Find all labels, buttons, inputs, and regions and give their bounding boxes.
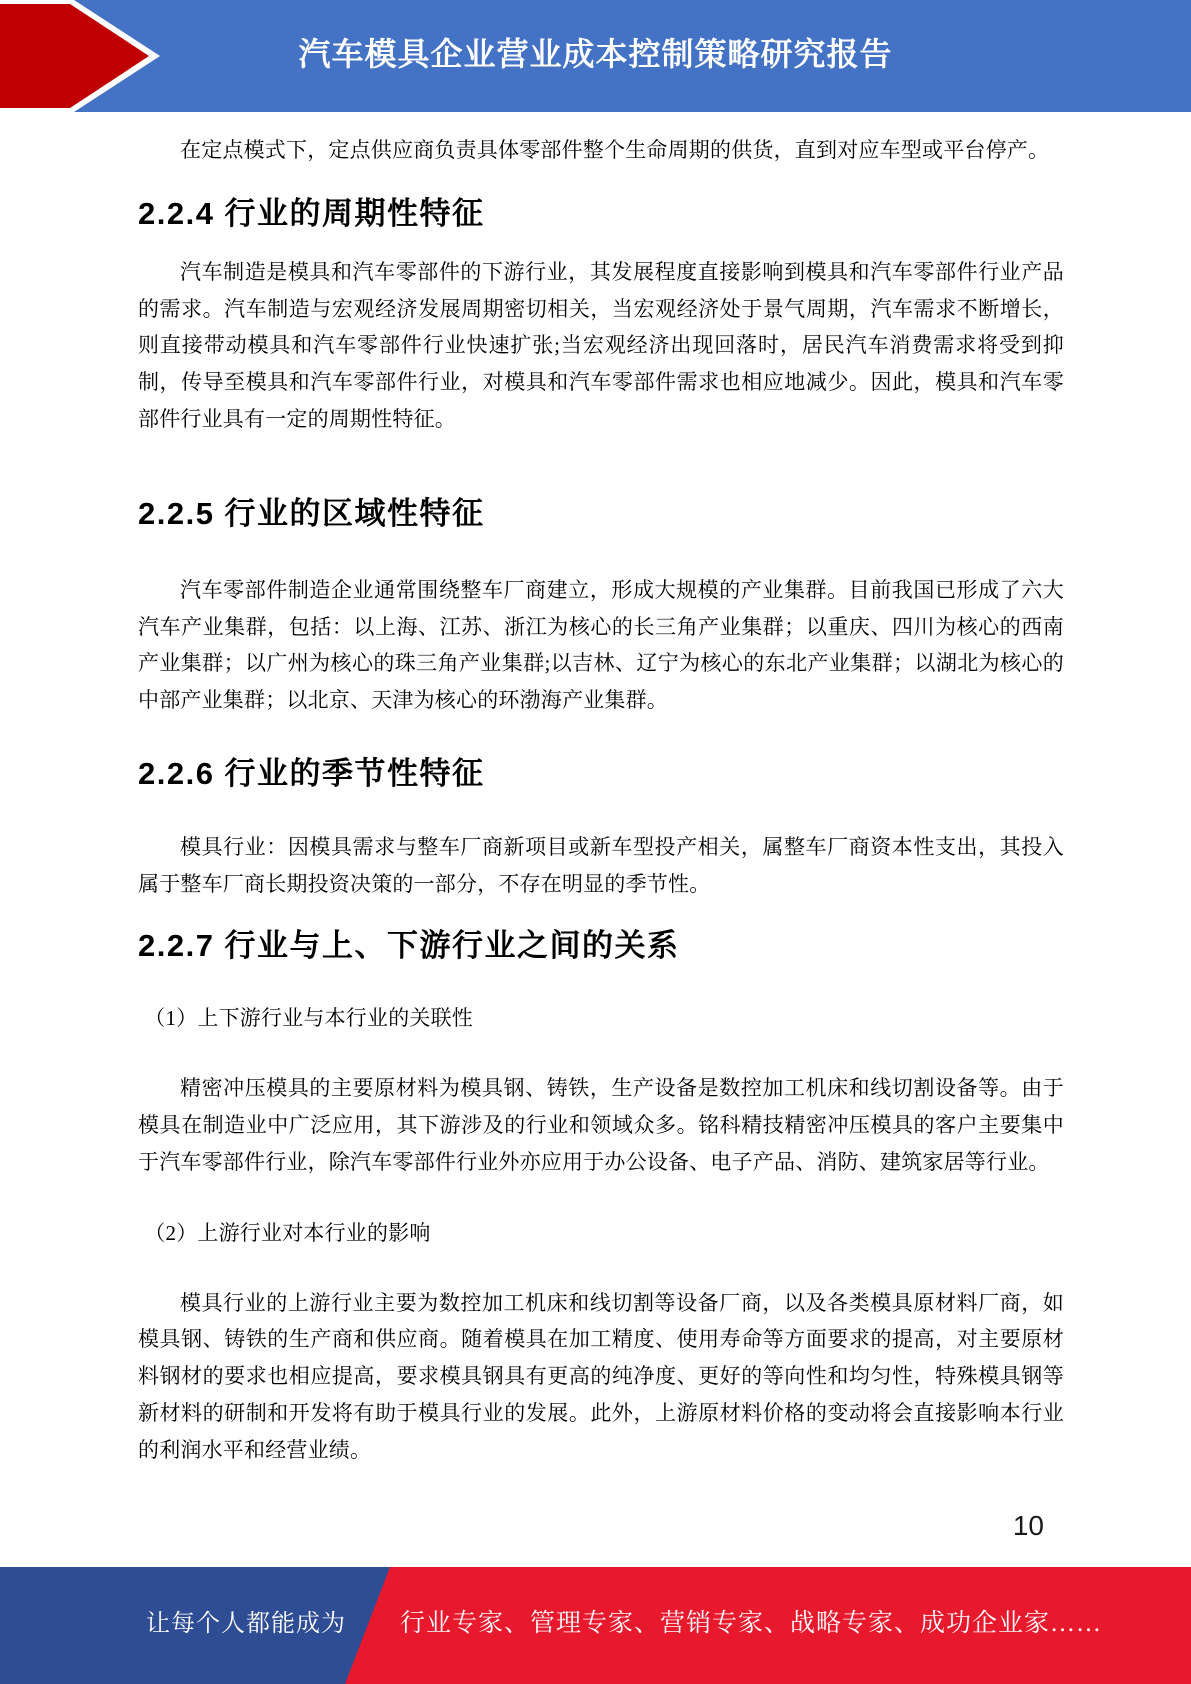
- subsection-paragraph-2: 模具行业的上游行业主要为数控加工机床和线切割等设备厂商，以及各类模具原材料厂商，如模具钢、铸铁的生产商和供应商。随着模具在加工精度、使用寿命等方面要求的提高，对主要原材料钢材的要求也相应提高，要求模具钢具有更高的纯净度、更好的等向性和均匀性，特殊模具钢等新材料的研制和开发将有助于模具行业的发展。此外，上游原材料价格的变动将会直接影响本行业的利润水平和经营业绩。: [138, 1290, 1064, 1462]
- section-paragraph-2-2-5: 汽车零部件制造企业通常围绕整车厂商建立，形成大规模的产业集群。目前我国已形成了六大汽车产业集群，包括：以上海、江苏、浙江为核心的长三角产业集群；以重庆、四川为核心的西南产业集群；以广州为核心的珠三角产业集群;以吉林、辽宁为核心的东北产业集群；以湖北为核心的中部产业集群；以北京、天津为核心的环渤海产业集群。: [138, 577, 1064, 713]
- footer-slogan-right: 行业专家、管理专家、营销专家、战略专家、成功企业家……: [400, 1610, 1103, 1637]
- footer-banner: [0, 1567, 1191, 1684]
- section-heading-2-2-6: 2.2.6 行业的季节性特征: [138, 755, 485, 791]
- section-paragraph-2-2-6: 模具行业：因模具需求与整车厂商新项目或新车型投产相关，属整车厂商资本性支出，其投入属于整车厂商长期投资决策的一部分，不存在明显的季节性。: [138, 834, 1064, 896]
- page-title: 汽车模具企业营业成本控制策略研究报告: [298, 36, 893, 72]
- section-heading-2-2-7: 2.2.7 行业与上、下游行业之间的关系: [138, 927, 680, 963]
- section-paragraph-2-2-4: 汽车制造是模具和汽车零部件的下游行业，其发展程度直接影响到模具和汽车零部件行业产品的需求。汽车制造与宏观经济发展周期密切相关，当宏观经济处于景气周期，汽车需求不断增长，则直接带动模具和汽车零部件行业快速扩张;当宏观经济出现回落时，居民汽车消费需求将受到抑制，传导至模具和汽车零部件行业，对模具和汽车零部件需求也相应地减少。因此，模具和汽车零部件行业具有一定的周期性特征。: [138, 259, 1064, 431]
- subsection-heading-2: （2）上游行业对本行业的影响: [144, 1220, 431, 1245]
- intro-paragraph: 在定点模式下，定点供应商负责具体零部件整个生命周期的供货，直到对应车型或平台停产。: [180, 138, 1050, 162]
- subsection-heading-1: （1）上下游行业与本行业的关联性: [144, 1005, 473, 1030]
- page-number: 10: [1012, 1510, 1044, 1541]
- header-banner: [0, 0, 1191, 112]
- section-heading-2-2-4: 2.2.4 行业的周期性特征: [138, 195, 485, 231]
- footer-slogan-left: 让每个人都能成为: [146, 1611, 346, 1637]
- subsection-paragraph-1: 精密冲压模具的主要原材料为模具钢、铸铁，生产设备是数控加工机床和线切割设备等。由于模具在制造业中广泛应用，其下游涉及的行业和领域众多。铭科精技精密冲压模具的客户主要集中于汽车零部件行业，除汽车零部件行业外亦应用于办公设备、电子产品、消防、建筑家居等行业。: [138, 1076, 1064, 1174]
- section-heading-2-2-5: 2.2.5 行业的区域性特征: [138, 495, 485, 531]
- document-body: [138, 132, 1064, 1469]
